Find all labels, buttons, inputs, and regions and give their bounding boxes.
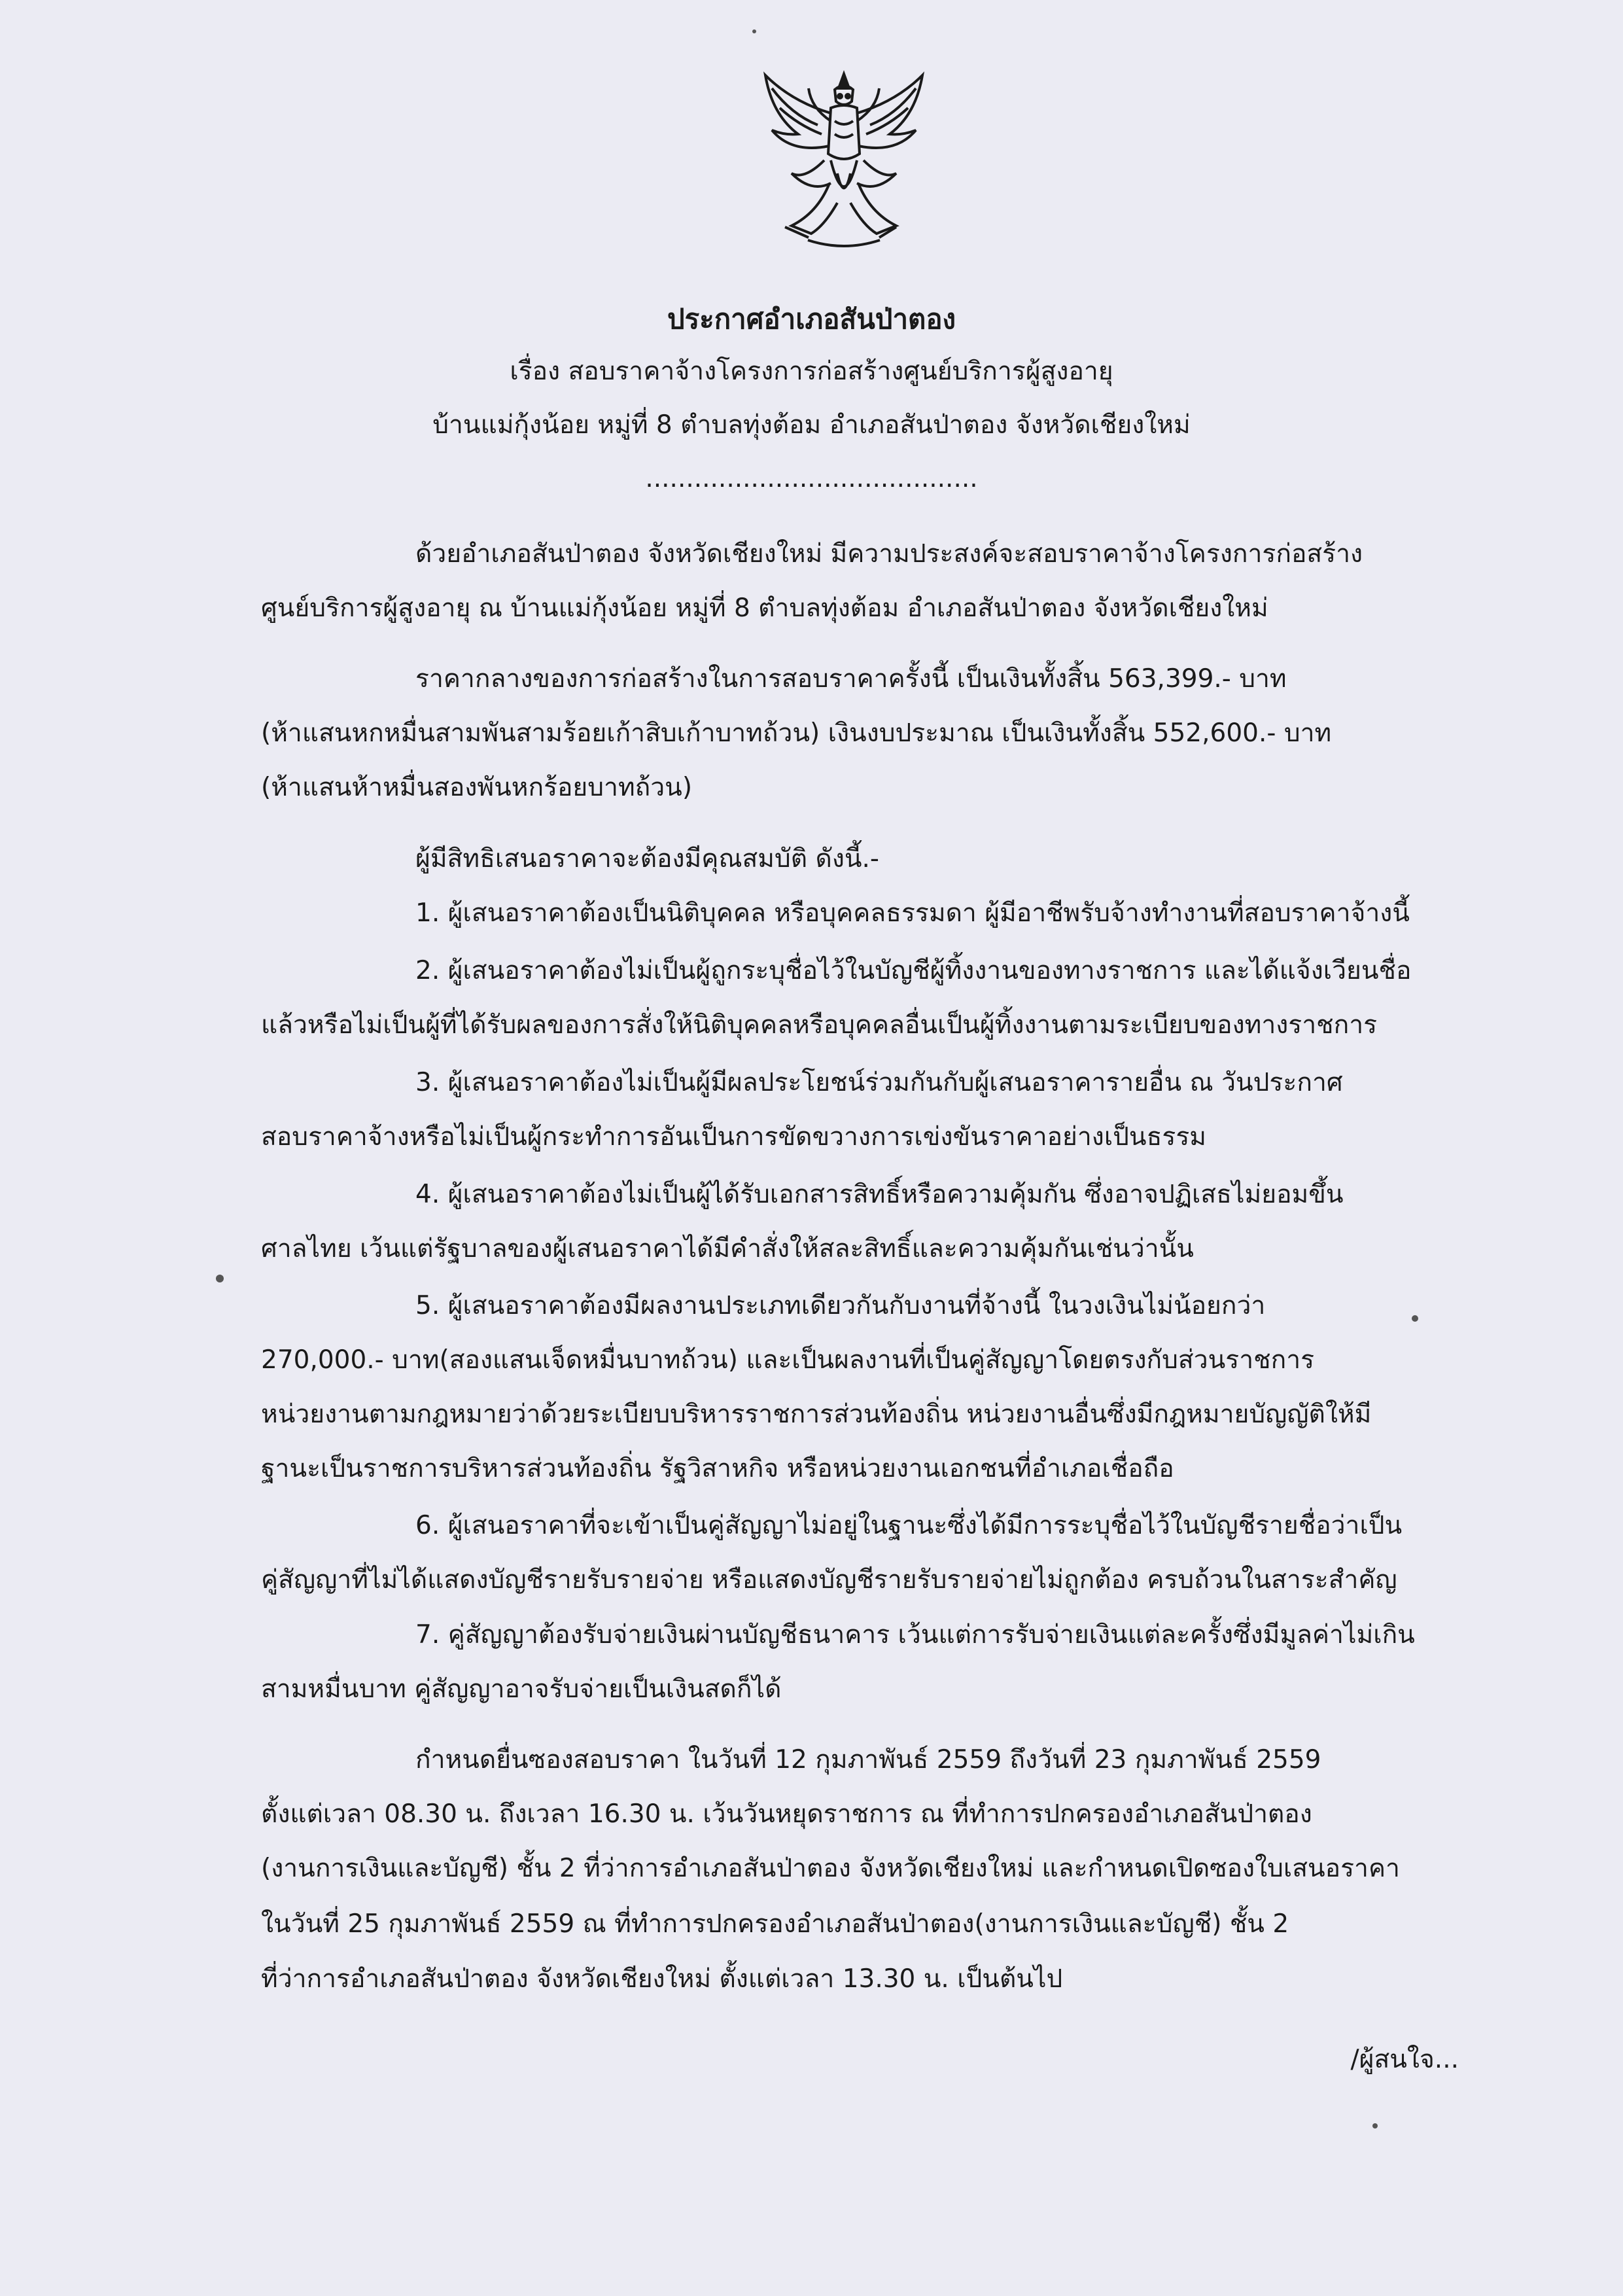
qualification-2-line-1: 2. ผู้เสนอราคาต้องไม่เป็นผู้ถูกระบุชื่อไว้ในบัญชีผู้ทิ้งงานของทางราชการ และได้แจ้งเวียนชื่อ	[415, 956, 1412, 985]
qualification-2-line-2: แล้วหรือไม่เป็นผู้ที่ได้รับผลของการสั่งให้นิติบุคคลหรือบุคคลอื่นเป็นผู้ทิ้งงานตามระเบียบของทางราชการ	[261, 1010, 1378, 1040]
schedule-line-4: ในวันที่ 25 กุมภาพันธ์ 2559 ณ ที่ทำการปกครองอำเภอสันป่าตอง(งานการเงินและบัญชี) ชั้น 2	[261, 1909, 1289, 1939]
price-line-1: ราคากลางของการก่อสร้างในการสอบราคาครั้งนี้ เป็นเงินทั้งสิ้น 563,399.- บาท	[415, 664, 1287, 694]
qualification-heading: ผู้มีสิทธิเสนอราคาจะต้องมีคุณสมบัติ ดังนี้.-	[415, 844, 879, 874]
qualification-6-line-1: 6. ผู้เสนอราคาที่จะเข้าเป็นคู่สัญญาไม่อยู่ในฐานะซึ่งได้มีการระบุชื่อไว้ในบัญชีรายชื่อว่าเป็น	[415, 1511, 1403, 1540]
qualification-5-line-3: หน่วยงานตามกฎหมายว่าด้วยระเบียบบริหารราชการส่วนท้องถิ่น หน่วยงานอื่นซึ่งมีกฎหมายบัญญัติให้มี	[261, 1400, 1372, 1429]
schedule-line-5: ที่ว่าการอำเภอสันป่าตอง จังหวัดเชียงใหม่ ตั้งแต่เวลา 13.30 น. เป็นต้นไป	[261, 1964, 1063, 1994]
price-line-2: (ห้าแสนหกหมื่นสามพันสามร้อยเก้าสิบเก้าบาทถ้วน) เงินงบประมาณ เป็นเงินทั้งสิ้น 552,600.- บาท	[261, 718, 1332, 748]
subject-line-1: เรื่อง สอบราคาจ้างโครงการก่อสร้างศูนย์บริการผู้สูงอายุ	[510, 357, 1113, 386]
title-separator: .........................................	[645, 464, 978, 493]
price-line-3: (ห้าแสนห้าหมื่นสองพันหกร้อยบาทถ้วน)	[261, 773, 693, 802]
scan-speck	[216, 1275, 224, 1282]
qualification-1-line-1: 1. ผู้เสนอราคาต้องเป็นนิติบุคคล หรือบุคคลธรรมดา ผู้มีอาชีพรับจ้างทำงานที่สอบราคาจ้างนี้	[415, 898, 1410, 928]
qualification-5-line-2: 270,000.- บาท(สองแสนเจ็ดหมื่นบาทถ้วน) และเป็นผลงานที่เป็นคู่สัญญาโดยตรงกับส่วนราชการ	[261, 1345, 1315, 1375]
scan-speck	[1412, 1315, 1418, 1322]
intro-line-1: ด้วยอำเภอสันป่าตอง จังหวัดเชียงใหม่ มีความประสงค์จะสอบราคาจ้างโครงการก่อสร้าง	[415, 539, 1363, 569]
qualification-7-line-1: 7. คู่สัญญาต้องรับจ่ายเงินผ่านบัญชีธนาคาร เว้นแต่การรับจ่ายเงินแต่ละครั้งซึ่งมีมูลค่าไม่เกิน	[415, 1620, 1415, 1650]
schedule-line-2: ตั้งแต่เวลา 08.30 น. ถึงเวลา 16.30 น. เว้นวันหยุดราชการ ณ ที่ทำการปกครองอำเภอสันป่าตอง	[261, 1799, 1312, 1829]
scan-speck	[1372, 2123, 1378, 2128]
announcement-title: ประกาศอำเภอสันป่าตอง	[667, 303, 956, 335]
qualification-3-line-2: สอบราคาจ้างหรือไม่เป็นผู้กระทำการอันเป็นการขัดขวางการเข่งขันราคาอย่างเป็นธรรม	[261, 1122, 1206, 1152]
qualification-6-line-2: คู่สัญญาที่ไม่ได้แสดงบัญชีรายรับรายจ่าย หรือแสดงบัญชีรายรับรายจ่ายไม่ถูกต้อง ครบถ้วนในสาระสำคัญ	[261, 1565, 1397, 1595]
qualification-5-line-1: 5. ผู้เสนอราคาต้องมีผลงานประเภทเดียวกันกับงานที่จ้างนี้ ในวงเงินไม่น้อยกว่า	[415, 1291, 1266, 1320]
schedule-line-3: (งานการเงินและบัญชี) ชั้น 2 ที่ว่าการอำเภอสันป่าตอง จังหวัดเชียงใหม่ และกำหนดเปิดซองใบเสนอราคา	[261, 1854, 1400, 1883]
garuda-emblem	[746, 62, 942, 258]
qualification-4-line-2: ศาลไทย เว้นแต่รัฐบาลของผู้เสนอราคาได้มีคำสั่งให้สละสิทธิ์และความคุ้มกันเช่นว่านั้น	[261, 1234, 1194, 1263]
qualification-4-line-1: 4. ผู้เสนอราคาต้องไม่เป็นผู้ได้รับเอกสารสิทธิ์หรือความคุ้มกัน ซึ่งอาจปฏิเสธไม่ยอมขึ้น	[415, 1180, 1344, 1209]
scan-speck	[752, 29, 756, 33]
intro-line-2: ศูนย์บริการผู้สูงอายุ ณ บ้านแม่กุ้งน้อย หมู่ที่ 8 ตำบลทุ่งต้อม อำเภอสันป่าตอง จังหวัดเชียงใหม่	[261, 593, 1268, 623]
qualification-3-line-1: 3. ผู้เสนอราคาต้องไม่เป็นผู้มีผลประโยชน์ร่วมกันกับผู้เสนอราคารายอื่น ณ วันประกาศ	[415, 1068, 1343, 1097]
schedule-line-1: กำหนดยื่นซองสอบราคา ในวันที่ 12 กุมภาพันธ์ 2559 ถึงวันที่ 23 กุมภาพันธ์ 2559	[415, 1745, 1321, 1775]
qualification-7-line-2: สามหมื่นบาท คู่สัญญาอาจรับจ่ายเป็นเงินสดก็ได้	[261, 1674, 782, 1704]
qualification-5-line-4: ฐานะเป็นราชการบริหารส่วนท้องถิ่น รัฐวิสาหกิจ หรือหน่วยงานเอกชนที่อำเภอเชื่อถือ	[261, 1454, 1174, 1483]
subject-line-2: บ้านแม่กุ้งน้อย หมู่ที่ 8 ตำบลทุ่งต้อม อำเภอสันป่าตอง จังหวัดเชียงใหม่	[432, 410, 1191, 440]
continued-marker: /ผู้สนใจ...	[1350, 2045, 1459, 2074]
